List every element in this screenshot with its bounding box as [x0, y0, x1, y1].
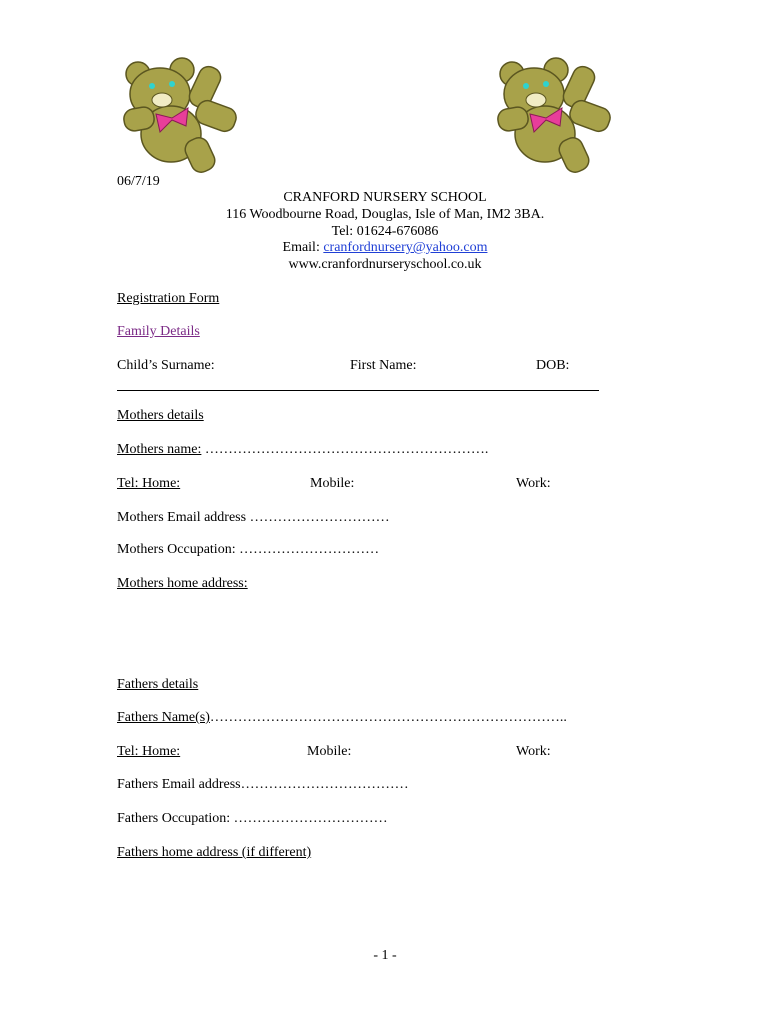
mothers-email-label: Mothers Email address …………………………	[117, 510, 390, 525]
child-first-name-label: First Name:	[350, 358, 417, 373]
mothers-work-label: Work:	[516, 476, 551, 491]
fathers-mobile-label: Mobile:	[307, 744, 352, 759]
fathers-occupation-label: Fathers Occupation: ……………………………	[117, 811, 388, 826]
child-dob-label: DOB:	[536, 358, 570, 373]
mothers-tel-home-label: Tel: Home:	[117, 476, 181, 491]
child-row-rule	[117, 390, 599, 391]
school-address: 116 Woodbourne Road, Douglas, Isle of Man, IM2 3BA.	[225, 207, 545, 222]
fathers-email-label: Fathers Email address………………………………	[117, 777, 409, 792]
school-website: www.cranfordnurseryschool.co.uk	[288, 257, 482, 272]
form-title: Registration Form	[117, 291, 220, 306]
teddy-bear-right-image	[490, 56, 615, 174]
fathers-work-label: Work:	[516, 744, 551, 759]
fathers-details-heading: Fathers details	[117, 677, 199, 692]
mothers-occupation-label: Mothers Occupation: …………………………	[117, 542, 380, 557]
fathers-tel-row	[117, 744, 557, 760]
email-link[interactable]: cranfordnursery@yahoo.com	[323, 240, 488, 255]
fathers-tel-home-label: Tel: Home:	[117, 744, 181, 759]
page-number: - 1 -	[373, 948, 397, 963]
teddy-bear-left-image	[116, 56, 241, 174]
child-surname-label: Child’s Surname:	[117, 358, 215, 373]
fathers-home-address-label: Fathers home address (if different)	[117, 845, 312, 860]
fathers-name-line	[117, 710, 567, 726]
mothers-details-heading: Mothers details	[117, 408, 204, 423]
mothers-home-address-label: Mothers home address:	[117, 576, 248, 591]
school-email-line	[0, 240, 770, 256]
mothers-name-line	[117, 442, 488, 458]
school-name: CRANFORD NURSERY SCHOOL	[283, 190, 487, 205]
school-tel: Tel: 01624-676086	[331, 224, 439, 239]
fathers-name-label: Fathers Name(s)	[117, 710, 210, 725]
family-details-heading: Family Details	[117, 324, 200, 339]
mothers-name-label: Mothers name:	[117, 442, 202, 457]
mothers-mobile-label: Mobile:	[310, 476, 355, 491]
mothers-tel-row	[117, 476, 557, 492]
email-label: Email:	[282, 240, 324, 255]
fathers-name-dots: …………………………………………………………………..	[209, 710, 567, 725]
mothers-name-dots: …………………………………………………….	[201, 442, 489, 457]
date: 06/7/19	[117, 174, 160, 189]
